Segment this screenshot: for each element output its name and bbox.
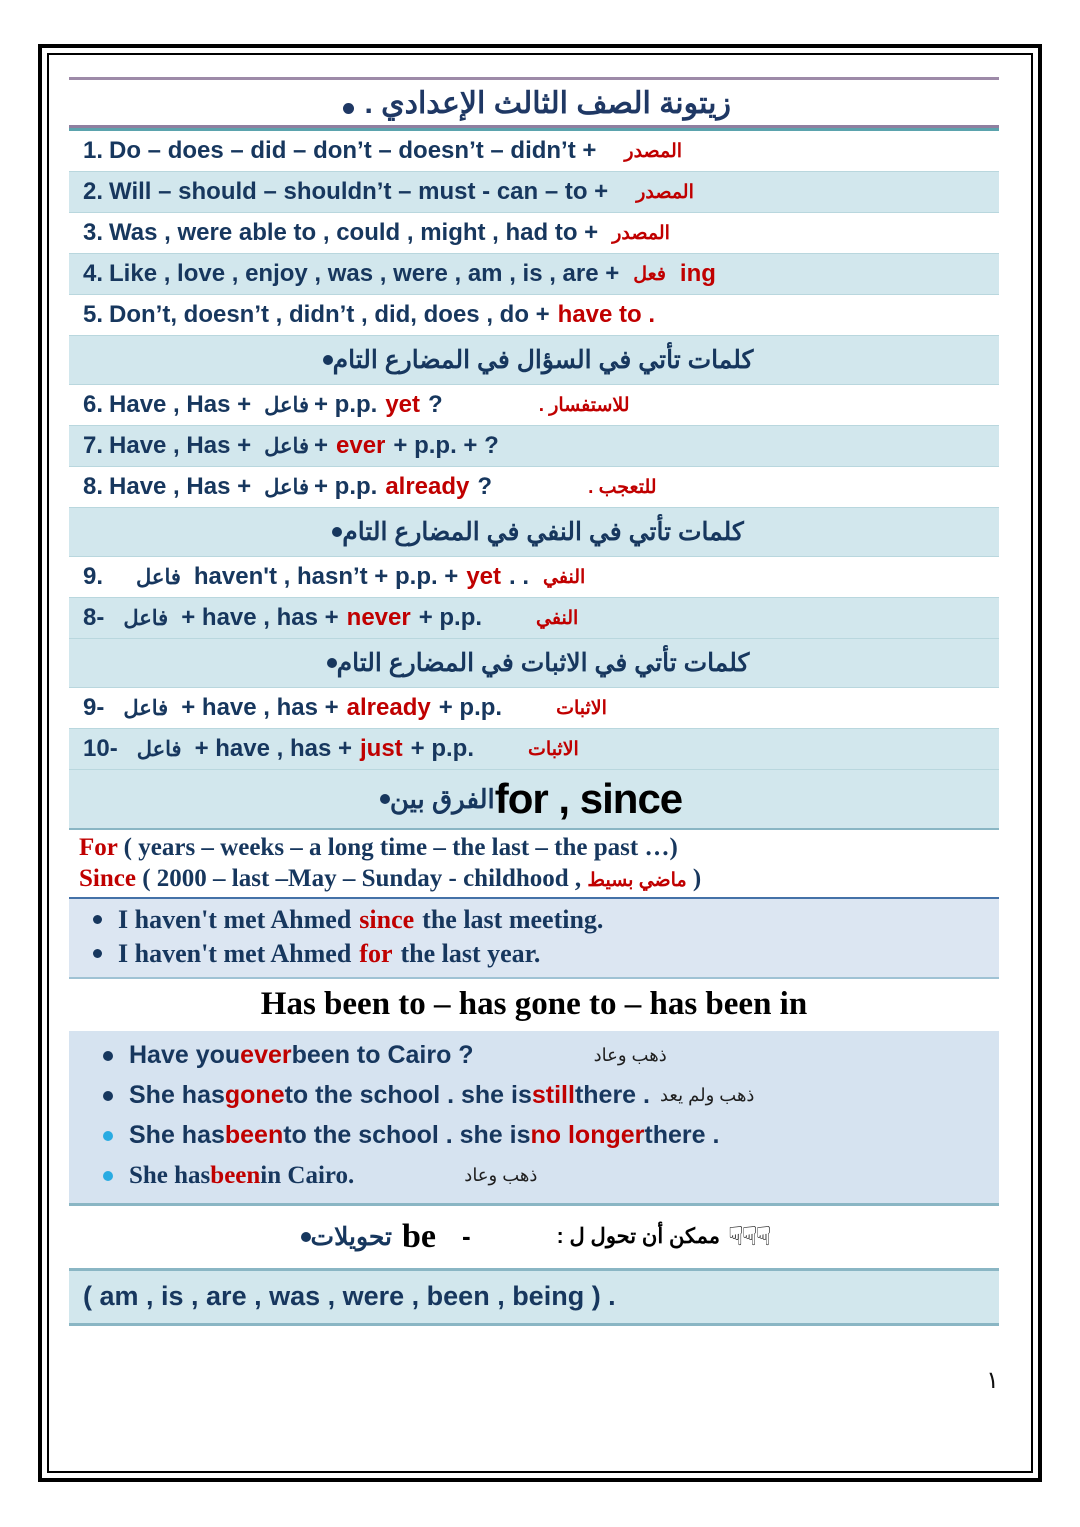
line-text-2: to the school . she is: [284, 1081, 532, 1110]
section-heading-text: كلمات تأتي في السؤال في المضارع التام: [332, 346, 754, 374]
section-bullet-icon: [301, 1232, 311, 1242]
line-text-1: Have you: [129, 1041, 241, 1070]
rule-english: Don’t, doesn’t , didn’t , did, does , do +: [109, 301, 550, 328]
rule-row-2: [69, 172, 999, 213]
rule-prefix: Have , Has +: [109, 473, 252, 500]
rule-number: 10-: [83, 735, 118, 762]
page-border-outer: [38, 44, 1042, 1482]
rule-middle: + p.p.: [313, 391, 378, 418]
section-bullet-icon: [323, 355, 333, 365]
negative-rule-row-9: [69, 557, 999, 598]
rule-prefix: Have , Has +: [109, 432, 252, 459]
section-bullet-icon: [380, 794, 390, 804]
rule-prefix: + have , has +: [181, 694, 339, 721]
rule-arabic-note: المصدر: [624, 140, 683, 162]
example-suffix: the last year.: [400, 938, 541, 968]
rule-suffix: + p.p.: [410, 735, 475, 762]
rule-arabic-note: النفي: [543, 566, 586, 588]
example-suffix: the last meeting.: [422, 905, 604, 934]
rule-arabic-note: المصدر: [636, 181, 694, 203]
has-been-line: [69, 1076, 999, 1116]
line-text-2: in Cairo.: [260, 1161, 355, 1189]
rule-subject-arabic: فاعل: [264, 434, 309, 458]
line-keyword-1: gone: [224, 1081, 285, 1110]
rule-keyword: yet: [385, 391, 421, 418]
line-keyword-1: been: [210, 1161, 261, 1189]
rule-keyword: already: [346, 694, 431, 721]
line-text-3: there .: [574, 1081, 650, 1110]
rule-middle: + p.p.: [313, 473, 378, 500]
rule-number: 6.: [83, 391, 104, 418]
since-definition-close: ): [692, 864, 702, 892]
line-keyword-2: no longer: [530, 1121, 645, 1150]
for-since-definitions: [69, 830, 999, 899]
example-sentence: [69, 937, 999, 971]
bullet-icon: [93, 949, 102, 958]
rule-arabic-note: المصدر: [612, 222, 670, 244]
line-keyword-1: ever: [240, 1041, 292, 1070]
rule-keyword: never: [346, 604, 411, 631]
page-title: زيتونة الصف الثالث الإعدادي .: [364, 87, 732, 120]
rule-number: 2.: [83, 178, 104, 205]
bullet-icon: [103, 1131, 113, 1141]
line-arabic-note: ذهب وعاد: [464, 1165, 538, 1186]
section-heading-text: كلمات تأتي في الاثبات في المضارع التام: [336, 649, 750, 677]
title-bullet-icon: [343, 103, 354, 114]
rule-row-4: [69, 254, 999, 295]
rule-number: 9-: [83, 694, 105, 721]
rule-suffix: + p.p.: [418, 604, 483, 631]
affirmative-rule-row-10: [69, 729, 999, 770]
example-sentence: [69, 903, 999, 937]
rule-arabic-note: للتعجب .: [588, 476, 657, 498]
question-rule-row-8: [69, 467, 999, 508]
rule-arabic-note: فعل: [633, 263, 666, 285]
bullet-icon: [103, 1051, 113, 1061]
rule-arabic-note: الاثبات: [528, 738, 579, 760]
example-keyword: for: [359, 938, 393, 968]
rule-suffix: + p.p.: [438, 694, 503, 721]
section-header-be-transformations: [69, 1206, 999, 1271]
line-text-2: to the school . she is: [283, 1121, 531, 1150]
section-header-has-been: [69, 977, 999, 1031]
be-word: be: [401, 1217, 436, 1255]
rule-english: Was , were able to , could , might , had to +: [109, 219, 599, 246]
line-arabic-note: ذهب ولم يعد: [659, 1085, 755, 1106]
for-definition-line: [79, 833, 999, 864]
line-text-1: She has: [129, 1121, 225, 1150]
rule-suffix: . .: [509, 563, 530, 590]
question-rule-row-6: [69, 385, 999, 426]
rule-suffix: + p.p. + ?: [393, 432, 499, 459]
rule-english: Will – should – shouldn’t – must - can – to +: [109, 178, 609, 205]
section-header-for-since: [69, 770, 999, 830]
bullet-icon: [93, 915, 102, 924]
negative-rule-row-8b: [69, 598, 999, 639]
rule-middle: +: [313, 432, 328, 459]
line-text-1: She has: [129, 1161, 211, 1189]
rule-prefix: Have , Has +: [109, 391, 252, 418]
bullet-icon: [103, 1091, 113, 1101]
rule-row-1: [69, 131, 999, 172]
rule-arabic-note: للاستفسار .: [538, 394, 630, 416]
rule-number: 1.: [83, 137, 104, 164]
section-header-negative: [69, 508, 999, 557]
line-text-2: been to Cairo ?: [291, 1041, 474, 1070]
rule-prefix: + have , has +: [181, 604, 339, 631]
rule-subject-arabic: فاعل: [264, 393, 309, 417]
has-been-line: [69, 1156, 999, 1196]
pointing-hand-icon: ☟☟☟: [727, 1221, 770, 1252]
be-note-arabic: ممكن أن تحول ل :: [556, 1225, 720, 1249]
line-text-3: there .: [644, 1121, 720, 1150]
has-been-heading: Has been to – has gone to – has been in: [260, 986, 808, 1023]
rule-arabic-note: النفي: [536, 607, 579, 629]
rule-number: 7.: [83, 432, 104, 459]
rule-row-3: [69, 213, 999, 254]
rule-number: 3.: [83, 219, 104, 246]
rule-suffix: ?: [477, 473, 493, 500]
section-bullet-icon: [327, 658, 337, 668]
example-prefix: I haven't met Ahmed: [118, 938, 352, 968]
rule-subject-arabic: فاعل: [123, 696, 169, 720]
line-keyword-2: still: [531, 1081, 575, 1110]
bullet-icon: [103, 1171, 113, 1181]
be-dash: -: [461, 1221, 471, 1252]
example-prefix: I haven't met Ahmed: [118, 905, 352, 934]
section-header-question: [69, 336, 999, 385]
be-forms-list: [69, 1271, 999, 1326]
rule-number: 4.: [83, 260, 104, 287]
rule-keyword: ever: [336, 432, 386, 459]
rule-prefix: haven't , hasn’t + p.p. +: [193, 563, 459, 590]
since-definition-body: ( 2000 – last –May – Sunday - childhood ,: [142, 864, 582, 892]
question-rule-row-7: [69, 426, 999, 467]
rule-subject-arabic: فاعل: [264, 475, 309, 499]
since-definition-line: [79, 864, 999, 895]
example-keyword: since: [359, 905, 415, 934]
line-text-1: She has: [129, 1081, 225, 1110]
since-definition-arabic: ماضي بسيط: [587, 869, 687, 891]
rule-row-5: [69, 295, 999, 336]
page-border-inner: [47, 53, 1033, 1473]
rule-subject-arabic: فاعل: [136, 737, 182, 761]
rule-number: 5.: [83, 301, 104, 328]
line-keyword-1: been: [224, 1121, 284, 1150]
document-title-row: [69, 80, 999, 125]
rule-keyword: already: [385, 473, 470, 500]
be-label-arabic: تحويلات: [310, 1222, 392, 1251]
affirmative-rule-row-9: [69, 688, 999, 729]
rule-suffix: ?: [428, 391, 443, 418]
has-been-examples: [69, 1031, 999, 1206]
since-keyword: Since: [79, 864, 136, 892]
rule-number: 8-: [83, 604, 105, 631]
line-arabic-note: ذهب وعاد: [593, 1045, 667, 1066]
section-bullet-icon: [332, 527, 342, 537]
rule-keyword: yet: [466, 563, 502, 590]
rule-prefix: + have , has +: [194, 735, 352, 762]
for-since-examples: [69, 899, 999, 977]
has-been-line: [69, 1036, 999, 1076]
for-since-title-en: for , since: [494, 775, 683, 822]
rule-number: 8.: [83, 473, 104, 500]
rule-arabic-note: الاثبات: [556, 697, 607, 719]
be-forms-text: ( am , is , are , was , were , been , being ) .: [83, 1281, 616, 1312]
rule-english: Do – does – did – don’t – doesn’t – didn’t +: [109, 137, 597, 164]
for-keyword: For: [79, 834, 118, 861]
rule-red-tail: ing: [679, 260, 716, 287]
for-since-title-ar: الفرق بين: [389, 783, 495, 814]
for-definition-body: ( years – weeks – a long time – the last – the past …): [123, 834, 678, 861]
rule-english: Like , love , enjoy , was , were , am , is , are +: [109, 260, 620, 287]
rule-subject-arabic: فاعل: [123, 606, 169, 630]
rule-red-tail: have to .: [557, 301, 656, 328]
section-header-affirmative: [69, 639, 999, 688]
rule-keyword: just: [360, 735, 403, 762]
rule-subject-arabic: فاعل: [136, 565, 181, 589]
section-heading-text: كلمات تأتي في النفي في المضارع التام: [342, 518, 744, 546]
page-number: ١: [986, 1366, 999, 1394]
has-been-line: [69, 1116, 999, 1156]
rule-number: 9.: [83, 563, 104, 590]
document-content: [69, 77, 999, 1395]
